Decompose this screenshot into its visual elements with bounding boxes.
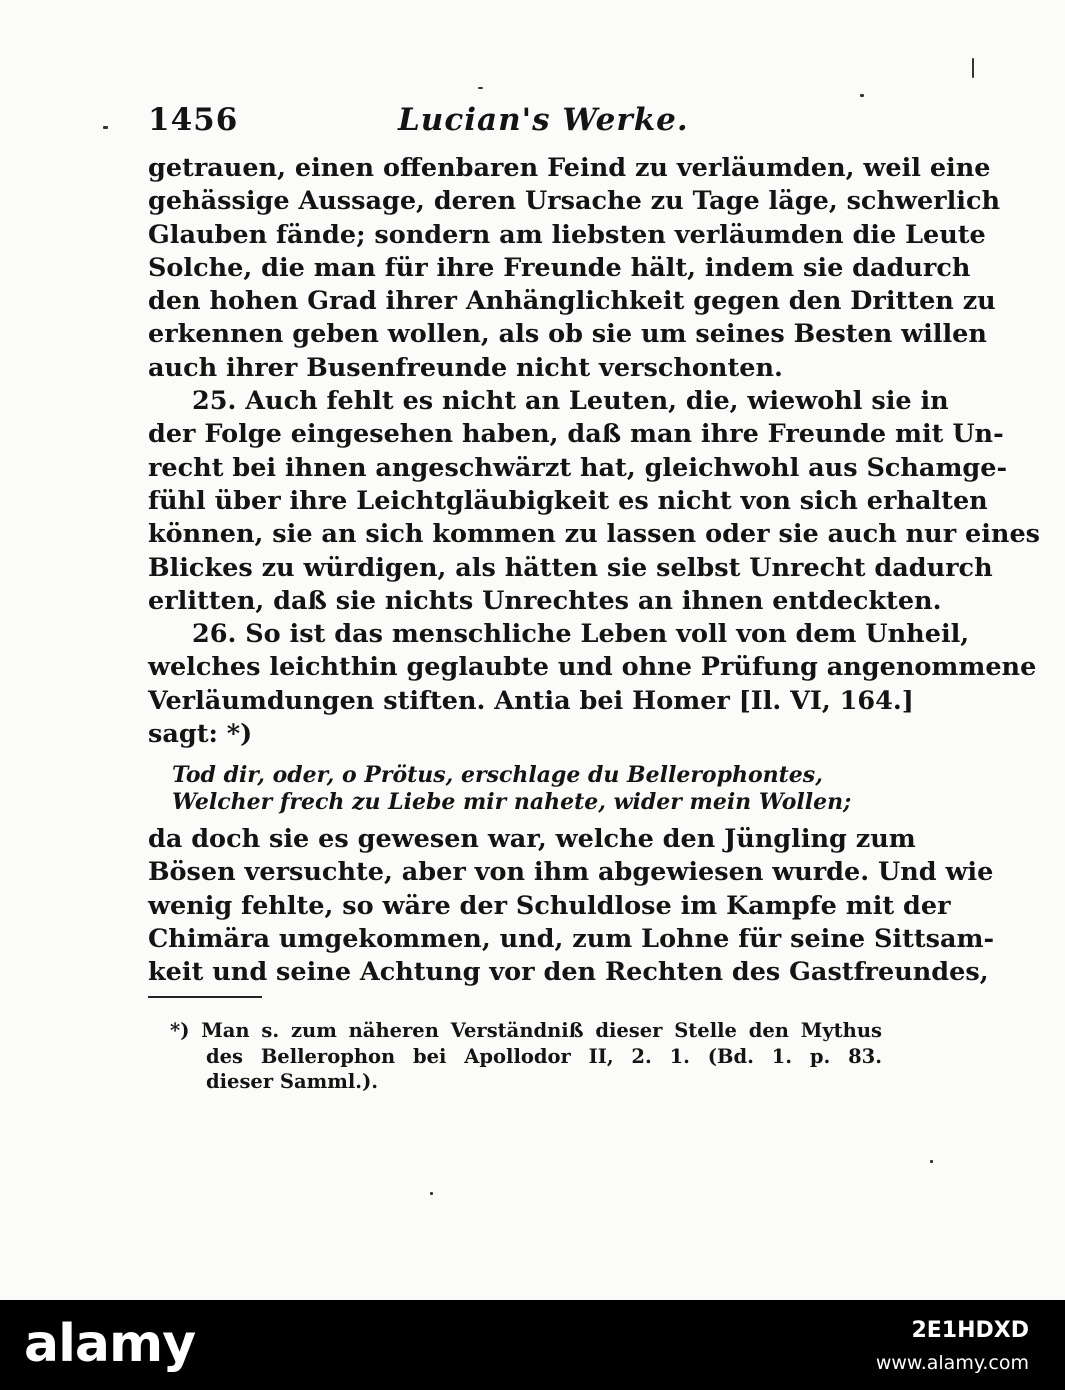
paragraph-25-start: 25. Auch fehlt es nicht an Leuten, die, wiewohl sie in [192,386,949,417]
page-number: 1456 [148,102,239,138]
paragraph-26-start: 26. So ist das menschliche Leben voll von dem Unheil, [192,619,970,650]
text-line: welches leichthin geglaubte und ohne Prüfung angenommene [148,652,1037,683]
text-line: sagt: *) [148,719,253,750]
text-line: der Folge eingesehen haben, daß man ihre Freunde mit Un- [148,419,1004,450]
alamy-logo: alamy [24,1314,196,1374]
footnote-line: *) Man s. zum näheren Verständniß dieser Stelle den Mythus [170,1019,882,1042]
footnote-divider [148,996,262,998]
text-line: können, sie an sich kommen zu lassen oder sie auch nur eines [148,519,1041,550]
footnote [170,1018,882,1095]
scan-speck [430,1192,433,1195]
main-text-block [148,152,1041,751]
text-line: da doch sie es gewesen war, welche den Jüngling zum [148,824,916,854]
image-id: 2E1HDXD [911,1318,1029,1343]
scan-speck [930,1160,933,1163]
footnote-line: dieser Samml.). [206,1070,379,1093]
scan-speck [972,58,974,78]
text-line: wenig fehlte, so wäre der Schuldlose im Kampfe mit der [148,890,951,921]
scan-speck [478,87,483,89]
watermark-url: www.alamy.com [875,1352,1029,1374]
running-title: Lucian's Werke. [398,102,689,138]
text-line: Chimära umgekommen, und, zum Lohne für seine Sittsam- [148,923,995,954]
text-line: getrauen, einen offenbaren Feind zu verläumden, weil eine [148,153,991,183]
stock-watermark-banner [0,1300,1065,1390]
page-header [148,102,880,142]
text-line: fühl über ihre Leichtgläubigkeit es nicht von sich erhalten [148,485,988,516]
footnote-line: des Bellerophon bei Apollodor II, 2. 1. (Bd. 1. p. 83. [206,1044,882,1068]
text-line: erkennen geben wollen, als ob sie um seines Besten willen [148,319,987,350]
scan-speck [860,94,864,97]
text-line: erlitten, daß sie nichts Unrechtes an ihnen entdeckten. [148,585,942,616]
text-line: Verläumdungen stiften. Antia bei Homer [Il. VI, 164.] [148,685,914,716]
text-line: gehässige Aussage, deren Ursache zu Tage läge, schwerlich [148,186,1001,217]
text-line: den hohen Grad ihrer Anhänglichkeit gegen den Dritten zu [148,286,996,317]
text-line: Blickes zu würdigen, als hätten sie selbst Unrecht dadurch [148,552,993,583]
continued-text-block [148,823,995,989]
text-line: Bösen versuchte, aber von ihm abgewiesen wurde. Und wie [148,857,994,888]
text-line: Glauben fände; sondern am liebsten verläumden die Leute [148,219,986,250]
text-line: recht bei ihnen angeschwärzt hat, gleichwohl aus Schamge- [148,452,1008,483]
scan-speck [103,126,108,129]
text-line: auch ihrer Busenfreunde nicht verschonten. [148,352,783,383]
verse-quote [172,762,852,816]
quote-line: Tod dir, oder, o Prötus, erschlage du Bellerophontes, [172,762,823,788]
text-line: keit und seine Achtung vor den Rechten des Gastfreundes, [148,957,989,988]
quote-line: Welcher frech zu Liebe mir nahete, wider mein Wollen; [172,789,852,815]
text-line: Solche, die man für ihre Freunde hält, indem sie dadurch [148,252,971,283]
